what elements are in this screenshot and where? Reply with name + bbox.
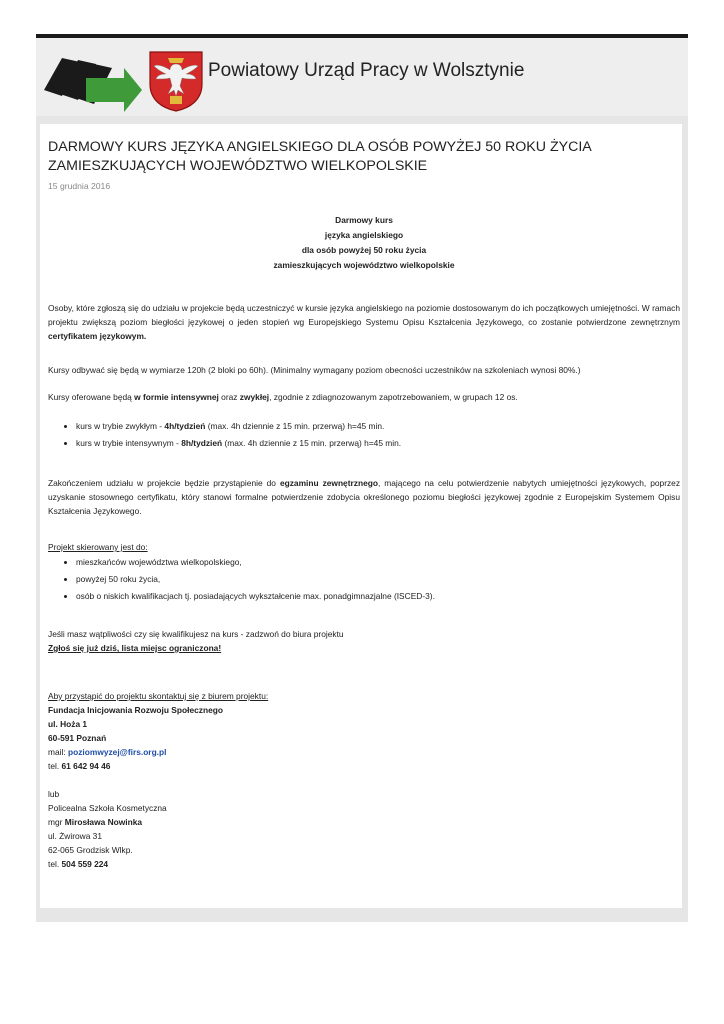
city: 60-591 Poznań [48, 733, 107, 743]
org-name: Fundacja Inicjowania Rozwoju Społecznego [48, 705, 223, 715]
paragraph-duration: Kursy odbywać się będą w wymiarze 120h (2 bloki po 60h). (Minimalny wymagany poziom obecności uczestników na szkoleniach wynosi 80%.) [48, 365, 581, 375]
paragraph-text: Osoby, które zgłoszą się do udziału w projekcie będą uczestniczyć w kursie języka angielskiego na poziomie dostosowanym do ich początkowych umiejętności. W ramach projektu zwiększą poziom biegłości językowej o jeden stopień wg Europejskiego Systemu Opisu Kształcenia Językowego, co zostanie potwierdzone zewnętrznym [48, 303, 680, 327]
target-list [48, 554, 680, 605]
tel-number: 61 642 94 46 [61, 761, 111, 771]
site-header [36, 38, 688, 116]
list-item [76, 418, 680, 435]
paragraph-exam [48, 476, 680, 518]
bold-text: egzaminu zewnętrznego [279, 478, 378, 488]
paragraph-intro [48, 301, 680, 343]
bold-text: certyfikatem językowym. [48, 331, 147, 341]
bold-text: 8h/tydzień [181, 438, 223, 448]
article-date: 15 grudnia 2016 [48, 181, 111, 191]
bold-text: w formie intensywnej [134, 392, 219, 402]
arrow-logo-icon [36, 44, 146, 112]
cta-text: Zgłoś się już dziś, lista miejsc ograniczona! [48, 643, 222, 653]
org-name: Policealna Szkoła Kosmetyczna [48, 803, 167, 813]
intro-line: dla osób powyżej 50 roku życia [301, 245, 427, 255]
mode-list [48, 418, 680, 452]
contact-primary [48, 703, 680, 773]
or-text: lub [48, 789, 60, 799]
text: kurs w trybie intensywnym - [76, 438, 182, 448]
intro-block [48, 213, 680, 273]
street: ul. Hoża 1 [48, 719, 88, 729]
text: , zgodnie z zdiagnozowanym zapotrzebowaniem, w grupach 12 os. [269, 392, 518, 402]
mail-label: mail: [48, 747, 66, 757]
contact-heading: Aby przystąpić do projektu skontaktuj się z biurem projektu: [48, 691, 269, 701]
email-link[interactable]: poziomwyzej@firs.org.pl [68, 747, 167, 757]
mail-line [48, 745, 680, 759]
person-name: Mirosława Nowinka [64, 817, 143, 827]
article-title: DARMOWY KURS JĘZYKA ANGIELSKIEGO DLA OSÓB POWYŻEJ 50 ROKU ŻYCIA ZAMIESZKUJĄCYCH WOJEWÓDZTWO WIELKOPOLSKIE [48, 139, 591, 174]
intro-line: zamieszkujących województwo wielkopolskie [273, 260, 455, 270]
person-line [48, 815, 680, 829]
paragraph-modes [48, 390, 680, 404]
tel-label: tel. [48, 761, 60, 771]
list-item [76, 435, 680, 452]
target-heading: Projekt skierowany jest do: [48, 542, 148, 552]
intro-line: Darmowy kurs [335, 215, 393, 225]
list-item: • osób o niskich kwalifikacjach tj. posiadających wykształcenie max. ponadgimnazjalne (ISCED-3). [76, 588, 680, 605]
text: (max. 4h dziennie z 15 min. przerwą) h=45 min. [222, 438, 402, 448]
list-item: • mieszkańców województwa wielkopolskiego, [76, 554, 680, 571]
street: ul. Żwirowa 31 [48, 831, 102, 841]
bold-text: zwykłej [239, 392, 270, 402]
tel-line [48, 857, 680, 871]
site-title: Powiatowy Urząd Pracy w Wolsztynie [208, 60, 525, 81]
eagle-crest-icon [148, 50, 204, 112]
intro-line: języka angielskiego [324, 230, 404, 240]
contact-secondary [48, 801, 680, 871]
text: Kursy oferowane będą [48, 392, 132, 402]
list-item: • powyżej 50 roku życia, [76, 571, 680, 588]
doubt-text: Jeśli masz wątpliwości czy się kwalifikujesz na kurs - zadzwoń do biura projektu [48, 629, 344, 639]
text: oraz [221, 392, 238, 402]
text: (max. 4h dziennie z 15 min. przerwą) h=45 min. [205, 421, 385, 431]
text: , mającego na celu potwierdzenie nabytych umiejętności językowych, poprzez uzyskanie stosownego certyfikatu, który stanowi formalne potwierdzenie zdobycia określonego poziomu biegłości językowej zgodnie z Europejskim Systemem Opisu Kształcenia Językowego. [48, 478, 681, 516]
person-label: mgr [48, 817, 63, 827]
tel-label: tel. [48, 859, 60, 869]
city: 62-065 Grodzisk Wlkp. [48, 845, 133, 855]
bold-text: 4h/tydzień [164, 421, 206, 431]
tel-line [48, 759, 680, 773]
text: kurs w trybie zwykłym - [76, 421, 165, 431]
tel-number: 504 559 224 [61, 859, 109, 869]
article-content [48, 138, 680, 871]
text: Zakończeniem udziału w projekcie będzie przystąpienie do [48, 478, 276, 488]
